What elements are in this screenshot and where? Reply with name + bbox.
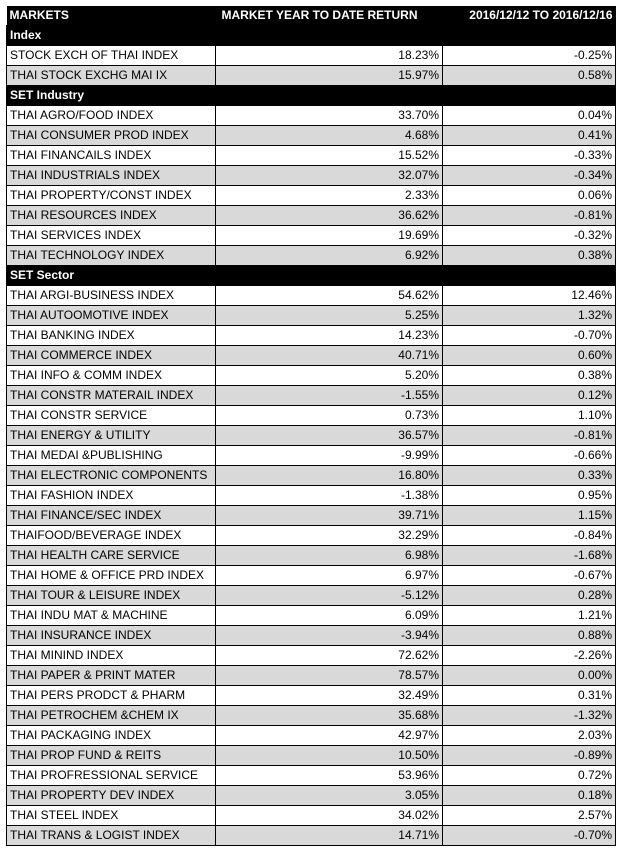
ytd-return-cell: 6.98% <box>216 546 443 566</box>
header-ytd-return: MARKET YEAR TO DATE RETURN <box>216 6 443 26</box>
group-label: SET Industry <box>7 86 616 106</box>
week-return-cell: 0.12% <box>443 386 616 406</box>
week-return-cell: -0.84% <box>443 526 616 546</box>
ytd-return-cell: 15.52% <box>216 146 443 166</box>
week-return-cell: 1.21% <box>443 606 616 626</box>
market-name-cell: THAI CONSTR SERVICE <box>7 406 216 426</box>
market-name-cell: THAI PAPER & PRINT MATER <box>7 666 216 686</box>
week-return-cell: -0.89% <box>443 746 616 766</box>
ytd-return-cell: 42.97% <box>216 726 443 746</box>
ytd-return-cell: 6.97% <box>216 566 443 586</box>
market-name-cell: THAI PERS PRODCT & PHARM <box>7 686 216 706</box>
week-return-cell: 2.03% <box>443 726 616 746</box>
ytd-return-cell: 78.57% <box>216 666 443 686</box>
market-name-cell: THAI MININD INDEX <box>7 646 216 666</box>
table-row <box>7 346 616 366</box>
table-row <box>7 406 616 426</box>
ytd-return-cell: 34.02% <box>216 806 443 826</box>
week-return-cell: 0.60% <box>443 346 616 366</box>
ytd-return-cell: 33.70% <box>216 106 443 126</box>
market-name-cell: THAI PROPERTY DEV INDEX <box>7 786 216 806</box>
market-name-cell: THAI AGRO/FOOD INDEX <box>7 106 216 126</box>
table-row <box>7 326 616 346</box>
table-row <box>7 106 616 126</box>
week-return-cell: -1.32% <box>443 706 616 726</box>
market-name-cell: THAI SERVICES INDEX <box>7 226 216 246</box>
table-row <box>7 186 616 206</box>
table-row <box>7 566 616 586</box>
table-row <box>7 586 616 606</box>
table-row <box>7 386 616 406</box>
table-body <box>7 26 616 846</box>
ytd-return-cell: 36.57% <box>216 426 443 446</box>
ytd-return-cell: 5.20% <box>216 366 443 386</box>
market-name-cell: THAI HOME & OFFICE PRD INDEX <box>7 566 216 586</box>
market-name-cell: THAI MEDAI &PUBLISHING <box>7 446 216 466</box>
week-return-cell: 1.10% <box>443 406 616 426</box>
table-row <box>7 206 616 226</box>
ytd-return-cell: 53.96% <box>216 766 443 786</box>
week-return-cell: -0.33% <box>443 146 616 166</box>
group-label: Index <box>7 26 616 46</box>
market-name-cell: THAI AUTOOMOTIVE INDEX <box>7 306 216 326</box>
week-return-cell: -0.70% <box>443 326 616 346</box>
ytd-return-cell: 54.62% <box>216 286 443 306</box>
market-name-cell: THAI FINANCE/SEC INDEX <box>7 506 216 526</box>
market-name-cell: THAI FASHION INDEX <box>7 486 216 506</box>
market-name-cell: STOCK EXCH OF THAI INDEX <box>7 46 216 66</box>
table-row <box>7 686 616 706</box>
table-row <box>7 626 616 646</box>
table-row <box>7 286 616 306</box>
group-header-row <box>7 26 616 46</box>
table-row <box>7 706 616 726</box>
market-name-cell: THAI INSURANCE INDEX <box>7 626 216 646</box>
table-row <box>7 826 616 846</box>
table-row <box>7 526 616 546</box>
ytd-return-cell: 0.73% <box>216 406 443 426</box>
table-row <box>7 246 616 266</box>
week-return-cell: -0.32% <box>443 226 616 246</box>
week-return-cell: -0.34% <box>443 166 616 186</box>
market-returns-table <box>6 6 616 846</box>
week-return-cell: 0.18% <box>443 786 616 806</box>
week-return-cell: 1.32% <box>443 306 616 326</box>
market-name-cell: THAI PROP FUND & REITS <box>7 746 216 766</box>
ytd-return-cell: 39.71% <box>216 506 443 526</box>
market-name-cell: THAI ARGI-BUSINESS INDEX <box>7 286 216 306</box>
market-name-cell: THAI PROPERTY/CONST INDEX <box>7 186 216 206</box>
week-return-cell: -0.70% <box>443 826 616 846</box>
week-return-cell: 2.57% <box>443 806 616 826</box>
week-return-cell: 12.46% <box>443 286 616 306</box>
week-return-cell: -1.68% <box>443 546 616 566</box>
table-row <box>7 746 616 766</box>
week-return-cell: -0.67% <box>443 566 616 586</box>
market-name-cell: THAI PROFRESSIONAL SERVICE <box>7 766 216 786</box>
week-return-cell: 0.04% <box>443 106 616 126</box>
ytd-return-cell: 5.25% <box>216 306 443 326</box>
market-name-cell: THAI TRANS & LOGIST INDEX <box>7 826 216 846</box>
market-name-cell: THAI ELECTRONIC COMPONENTS <box>7 466 216 486</box>
week-return-cell: 1.15% <box>443 506 616 526</box>
market-name-cell: THAI BANKING INDEX <box>7 326 216 346</box>
week-return-cell: 0.00% <box>443 666 616 686</box>
table-row <box>7 546 616 566</box>
market-name-cell: THAI INDU MAT & MACHINE <box>7 606 216 626</box>
group-header-row <box>7 266 616 286</box>
ytd-return-cell: -5.12% <box>216 586 443 606</box>
table-row <box>7 666 616 686</box>
market-name-cell: THAI PETROCHEM &CHEM IX <box>7 706 216 726</box>
market-name-cell: THAI CONSTR MATERAIL INDEX <box>7 386 216 406</box>
ytd-return-cell: 3.05% <box>216 786 443 806</box>
ytd-return-cell: 72.62% <box>216 646 443 666</box>
ytd-return-cell: 15.97% <box>216 66 443 86</box>
table-row <box>7 446 616 466</box>
market-name-cell: THAI INDUSTRIALS INDEX <box>7 166 216 186</box>
table-row <box>7 46 616 66</box>
table-row <box>7 366 616 386</box>
table-row <box>7 226 616 246</box>
market-name-cell: THAI COMMERCE INDEX <box>7 346 216 366</box>
header-row <box>7 6 616 26</box>
ytd-return-cell: 32.49% <box>216 686 443 706</box>
ytd-return-cell: -1.38% <box>216 486 443 506</box>
table-row <box>7 506 616 526</box>
ytd-return-cell: 6.92% <box>216 246 443 266</box>
market-name-cell: THAIFOOD/BEVERAGE INDEX <box>7 526 216 546</box>
market-name-cell: THAI CONSUMER PROD INDEX <box>7 126 216 146</box>
week-return-cell: -2.26% <box>443 646 616 666</box>
week-return-cell: 0.72% <box>443 766 616 786</box>
table-row <box>7 786 616 806</box>
ytd-return-cell: 19.69% <box>216 226 443 246</box>
market-name-cell: THAI STOCK EXCHG MAI IX <box>7 66 216 86</box>
market-name-cell: THAI FINANCAILS INDEX <box>7 146 216 166</box>
header-markets: MARKETS <box>7 6 216 26</box>
table-row <box>7 306 616 326</box>
ytd-return-cell: 4.68% <box>216 126 443 146</box>
table-row <box>7 126 616 146</box>
ytd-return-cell: 36.62% <box>216 206 443 226</box>
table-row <box>7 606 616 626</box>
ytd-return-cell: 2.33% <box>216 186 443 206</box>
header-week-range: 2016/12/12 TO 2016/12/16 <box>443 6 616 26</box>
market-name-cell: THAI STEEL INDEX <box>7 806 216 826</box>
market-name-cell: THAI HEALTH CARE SERVICE <box>7 546 216 566</box>
ytd-return-cell: 14.71% <box>216 826 443 846</box>
ytd-return-cell: 6.09% <box>216 606 443 626</box>
week-return-cell: 0.06% <box>443 186 616 206</box>
table-row <box>7 486 616 506</box>
ytd-return-cell: -9.99% <box>216 446 443 466</box>
week-return-cell: -0.81% <box>443 206 616 226</box>
ytd-return-cell: 16.80% <box>216 466 443 486</box>
ytd-return-cell: 14.23% <box>216 326 443 346</box>
ytd-return-cell: 32.07% <box>216 166 443 186</box>
ytd-return-cell: 18.23% <box>216 46 443 66</box>
ytd-return-cell: 10.50% <box>216 746 443 766</box>
week-return-cell: -0.66% <box>443 446 616 466</box>
week-return-cell: 0.38% <box>443 366 616 386</box>
market-name-cell: THAI INFO & COMM INDEX <box>7 366 216 386</box>
table-row <box>7 66 616 86</box>
market-name-cell: THAI TECHNOLOGY INDEX <box>7 246 216 266</box>
ytd-return-cell: -1.55% <box>216 386 443 406</box>
market-name-cell: THAI RESOURCES INDEX <box>7 206 216 226</box>
market-name-cell: THAI PACKAGING INDEX <box>7 726 216 746</box>
ytd-return-cell: 32.29% <box>216 526 443 546</box>
week-return-cell: 0.88% <box>443 626 616 646</box>
ytd-return-cell: 35.68% <box>216 706 443 726</box>
week-return-cell: -0.81% <box>443 426 616 446</box>
ytd-return-cell: 40.71% <box>216 346 443 366</box>
week-return-cell: 0.95% <box>443 486 616 506</box>
market-name-cell: THAI ENERGY & UTILITY <box>7 426 216 446</box>
week-return-cell: -0.25% <box>443 46 616 66</box>
table-row <box>7 646 616 666</box>
week-return-cell: 0.28% <box>443 586 616 606</box>
table-row <box>7 766 616 786</box>
week-return-cell: 0.31% <box>443 686 616 706</box>
table-row <box>7 726 616 746</box>
ytd-return-cell: -3.94% <box>216 626 443 646</box>
group-header-row <box>7 86 616 106</box>
week-return-cell: 0.41% <box>443 126 616 146</box>
table-row <box>7 166 616 186</box>
table-row <box>7 806 616 826</box>
table-row <box>7 146 616 166</box>
table-row <box>7 466 616 486</box>
week-return-cell: 0.38% <box>443 246 616 266</box>
market-name-cell: THAI TOUR & LEISURE INDEX <box>7 586 216 606</box>
table-row <box>7 426 616 446</box>
week-return-cell: 0.33% <box>443 466 616 486</box>
week-return-cell: 0.58% <box>443 66 616 86</box>
group-label: SET Sector <box>7 266 616 286</box>
